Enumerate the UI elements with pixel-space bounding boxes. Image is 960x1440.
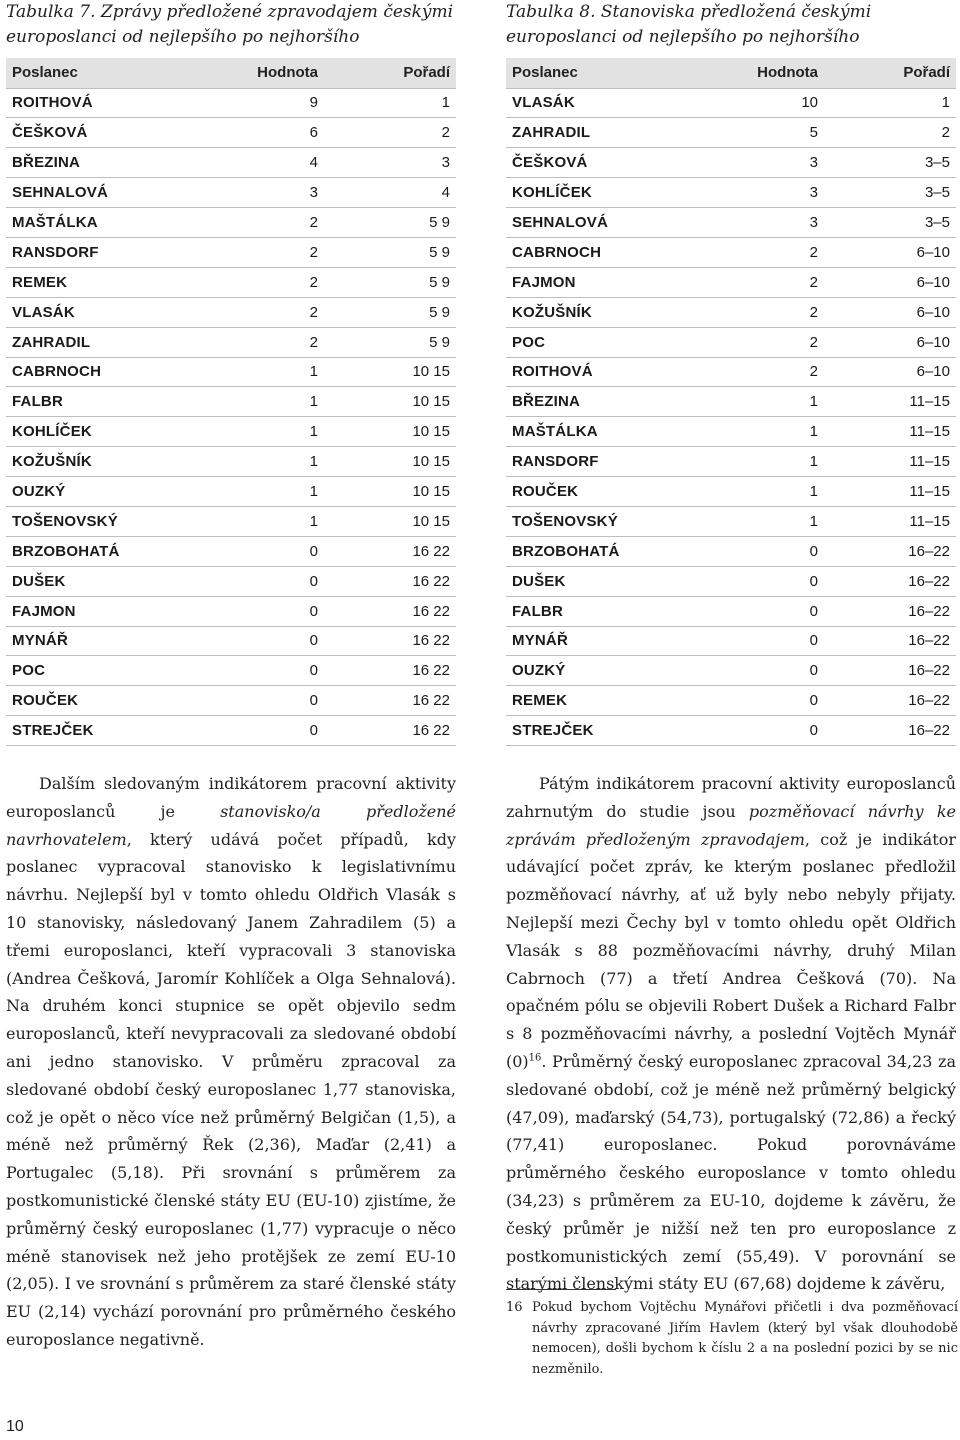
cell-hodnota: 1 [809, 423, 818, 441]
cell-poslanec: FALBR [512, 602, 563, 620]
cell-poradi: 1 [441, 94, 450, 112]
cell-hodnota: 2 [309, 273, 318, 291]
header-poradi: Pořadí [403, 64, 450, 82]
cell-hodnota: 0 [809, 662, 818, 680]
cell-hodnota: 1 [809, 453, 818, 471]
cell-hodnota: 0 [309, 572, 318, 590]
cell-poradi: 10 15 [412, 423, 450, 441]
cell-poradi: 6–10 [916, 273, 950, 291]
cell-poslanec: DUŠEK [12, 572, 66, 590]
cell-hodnota: 1 [809, 393, 818, 411]
table7 [6, 58, 456, 746]
left-paragraph-text-a: Dalším sledovaným indikátorem pracovní aktivity europoslanců je [6, 774, 456, 821]
cell-poradi: 16 22 [412, 542, 450, 560]
cell-poslanec: KOHLÍČEK [512, 184, 592, 202]
cell-poradi: 16–22 [908, 602, 950, 620]
cell-hodnota: 2 [809, 273, 818, 291]
table-row [506, 506, 956, 536]
left-paragraph [6, 770, 456, 1354]
cell-poslanec: BRZOBOHATÁ [512, 542, 620, 560]
cell-poradi: 10 15 [412, 512, 450, 530]
cell-hodnota: 2 [309, 303, 318, 321]
cell-hodnota: 1 [309, 483, 318, 501]
cell-hodnota: 2 [809, 333, 818, 351]
table-row [506, 417, 956, 447]
header-hodnota: Hodnota [757, 64, 818, 82]
cell-poslanec: ROITHOVÁ [12, 94, 93, 112]
cell-poradi: 16–22 [908, 692, 950, 710]
table-row [506, 656, 956, 686]
cell-poradi: 11–15 [909, 453, 950, 471]
cell-poradi: 3 [441, 154, 450, 172]
table-row [506, 178, 956, 208]
table-row [6, 716, 456, 746]
cell-poslanec: BRZOBOHATÁ [12, 542, 120, 560]
cell-poslanec: OUZKÝ [512, 662, 566, 680]
cell-poslanec: VLASÁK [12, 303, 75, 321]
table-row [506, 357, 956, 387]
cell-poslanec: MAŠTÁLKA [512, 423, 598, 441]
cell-hodnota: 9 [309, 94, 318, 112]
cell-poslanec: RANSDORF [12, 243, 99, 261]
cell-poradi: 11–15 [909, 423, 950, 441]
footnote [506, 1298, 958, 1380]
table-row [6, 118, 456, 148]
cell-poradi: 16–22 [908, 542, 950, 560]
cell-hodnota: 3 [809, 214, 818, 231]
cell-poradi: 16–22 [908, 662, 950, 680]
cell-hodnota: 2 [809, 363, 818, 381]
cell-poslanec: SEHNALOVÁ [512, 214, 608, 231]
cell-poradi: 6–10 [916, 303, 950, 321]
cell-poslanec: ROITHOVÁ [512, 363, 593, 381]
cell-hodnota: 0 [309, 602, 318, 620]
cell-poslanec: POC [12, 662, 46, 680]
cell-poradi: 2 [441, 124, 450, 142]
table-row [506, 267, 956, 297]
cell-hodnota: 2 [309, 333, 318, 351]
table-header-row [6, 58, 456, 88]
cell-hodnota: 2 [309, 214, 318, 231]
table8 [506, 58, 956, 746]
table-row [6, 208, 456, 238]
cell-poradi: 16 22 [412, 722, 450, 740]
table-row [506, 297, 956, 327]
table-row [506, 118, 956, 148]
table-row [6, 88, 456, 118]
cell-poradi: 3–5 [924, 214, 950, 231]
table8-block [506, 0, 956, 746]
page-number: 10 [6, 1418, 24, 1435]
table-row [506, 477, 956, 507]
table-row [6, 656, 456, 686]
cell-poradi: 16–22 [908, 632, 950, 650]
cell-poslanec: STREJČEK [512, 722, 594, 740]
cell-poslanec: RANSDORF [512, 453, 599, 471]
cell-poslanec: REMEK [12, 273, 68, 291]
cell-poradi: 6–10 [916, 243, 950, 261]
table-row [506, 596, 956, 626]
cell-poradi: 16 22 [412, 602, 450, 620]
cell-poradi: 2 [941, 124, 950, 142]
cell-poslanec: CABRNOCH [12, 363, 102, 381]
cell-poradi: 16–22 [908, 722, 950, 740]
table-row [6, 477, 456, 507]
table-row [6, 447, 456, 477]
table-row [506, 208, 956, 238]
cell-hodnota: 1 [309, 363, 318, 381]
cell-poslanec: FALBR [12, 393, 63, 411]
table7-caption: Tabulka 7. Zprávy předložené zpravodajem českými europoslanci od nejlepšího po nejhoršího [6, 2, 454, 47]
cell-hodnota: 0 [809, 632, 818, 650]
cell-poslanec: ROUČEK [12, 692, 79, 710]
table-row [6, 148, 456, 178]
table-row [506, 237, 956, 267]
cell-hodnota: 1 [309, 393, 318, 411]
cell-hodnota: 0 [809, 692, 818, 710]
table-row [506, 148, 956, 178]
cell-poradi: 16 22 [412, 632, 450, 650]
cell-poslanec: DUŠEK [512, 572, 566, 590]
cell-poradi: 10 15 [412, 393, 450, 411]
cell-poslanec: STREJČEK [12, 722, 94, 740]
cell-hodnota: 1 [809, 483, 818, 501]
cell-hodnota: 3 [809, 184, 818, 202]
cell-hodnota: 0 [809, 542, 818, 560]
table-row [6, 178, 456, 208]
right-paragraph-emphasis: pozměňovací návrhy ke zprávám předloženým zpravodajem [506, 801, 956, 849]
table-row [6, 566, 456, 596]
cell-poradi: 3–5 [924, 154, 950, 172]
cell-poradi: 10 15 [412, 483, 450, 501]
cell-poradi: 1 [941, 94, 950, 112]
footnote-divider [506, 1289, 616, 1290]
cell-poslanec: KOŽUŠNÍK [512, 303, 592, 321]
cell-poradi: 3–5 [924, 184, 950, 202]
table-row [6, 417, 456, 447]
table7-block [6, 0, 456, 746]
cell-hodnota: 0 [809, 572, 818, 590]
header-poslanec: Poslanec [12, 64, 78, 82]
table-row [506, 327, 956, 357]
cell-poslanec: ČEŠKOVÁ [512, 154, 588, 172]
table-row [6, 506, 456, 536]
cell-hodnota: 1 [309, 512, 318, 530]
left-paragraph-emphasis: stanovisko/a předložené navrhovatelem [6, 801, 457, 849]
footnote-text: Pokud bychom Vojtěchu Mynářovi přičetli i dva pozměňovací návrhy zpracované Jiřím Havlem (který byl však dlouhodobě nemocen), došli bychom k číslu 2 a na poslední pozici by se nic nezměnilo. [532, 1300, 958, 1377]
cell-poslanec: TOŠENOVSKÝ [12, 512, 118, 530]
right-paragraph-text-a: Pátým indikátorem pracovní aktivity europoslanců zahrnutým do studie jsou [506, 774, 956, 821]
table8-body [506, 88, 956, 746]
table-row [506, 536, 956, 566]
cell-poslanec: BŘEZINA [512, 393, 581, 411]
cell-hodnota: 0 [809, 722, 818, 740]
cell-hodnota: 0 [309, 542, 318, 560]
cell-poradi: 10 15 [412, 453, 450, 471]
cell-poradi: 6–10 [916, 363, 950, 381]
right-paragraph [506, 770, 956, 1298]
cell-poradi: 11–15 [909, 393, 950, 411]
cell-poslanec: KOŽUŠNÍK [12, 453, 92, 471]
cell-hodnota: 2 [309, 243, 318, 261]
table-row [6, 327, 456, 357]
table-row [506, 686, 956, 716]
table-row [6, 626, 456, 656]
cell-poslanec: OUZKÝ [12, 483, 66, 501]
cell-poslanec: KOHLÍČEK [12, 423, 92, 441]
cell-poradi: 5 9 [429, 303, 450, 321]
table-row [6, 387, 456, 417]
table-row [6, 297, 456, 327]
cell-hodnota: 4 [309, 154, 318, 172]
table-row [6, 267, 456, 297]
cell-poslanec: MYNÁŘ [512, 632, 568, 650]
cell-hodnota: 0 [309, 632, 318, 650]
table-row [6, 237, 456, 267]
table-row [506, 716, 956, 746]
cell-hodnota: 3 [309, 184, 318, 202]
right-paragraph-text-b: , což je indikátor udávající počet zpráv, ke kterým poslanec předložil pozměňovací návrhy, ať už byly nebo nebyly přijaty. Nejlepší mezi Čechy byl v tomto ohledu opět Oldřich Vlasák s 88 pozměňovacími návrhy, druhý Milan Cabrnoch (77) a třetí Andrea Češková (70). Na opačném pólu se objevili Robert Dušek a Richard Falbr s 8 pozměňovacími návrhy, a poslední Vojtěch Mynář (0) [506, 829, 956, 1071]
cell-poslanec: BŘEZINA [12, 154, 81, 172]
table-row [6, 357, 456, 387]
cell-poslanec: ČEŠKOVÁ [12, 124, 88, 142]
cell-poslanec: CABRNOCH [512, 243, 602, 261]
table-row [506, 447, 956, 477]
cell-poradi: 4 [441, 184, 450, 202]
cell-poradi: 5 9 [429, 333, 450, 351]
cell-poradi: 5 9 [429, 273, 450, 291]
cell-poradi: 16 22 [412, 692, 450, 710]
cell-poradi: 11–15 [909, 483, 950, 501]
cell-hodnota: 0 [309, 662, 318, 680]
cell-hodnota: 5 [809, 124, 818, 142]
cell-hodnota: 2 [809, 243, 818, 261]
cell-hodnota: 1 [309, 423, 318, 441]
footnote-number: 16 [506, 1300, 523, 1315]
cell-poslanec: REMEK [512, 692, 568, 710]
table-row [6, 536, 456, 566]
cell-poslanec: MYNÁŘ [12, 632, 68, 650]
table-row [506, 88, 956, 118]
cell-poslanec: MAŠTÁLKA [12, 214, 98, 231]
cell-hodnota: 0 [309, 722, 318, 740]
right-paragraph-text-c: . Průměrný český europoslanec zpracoval 34,23 za sledované období, což je méně než průměrný belgický (47,09), maďarský (54,73), portugalský (72,86) a řecký (77,41) europoslanec. Pokud porovnáváme průměrného českého europoslance v tomto ohledu (34,23) s průměrem za EU-10, dojdeme k závěru, že český průměr je nižší než ten pro europoslance z postkomunistických zemí (55,49). V porovnání se starými členskými státy EU (67,68) dojdeme k závěru, [506, 1051, 956, 1294]
footnote-reference: 16 [528, 1052, 542, 1064]
left-paragraph-text-b: , který udává počet případů, kdy poslanec vypracoval stanovisko k legislativnímu návrhu. Nejlepší byl v tomto ohledu Oldřich Vlasák s 10 stanovisky, následovaný Janem Zahradilem (5) a třemi europoslanci, kteří vypracovali 3 stanoviska (Andrea Češková, Jaromír Kohlíček a Olga Sehnalová). Na druhém konci stupnice se opět objevilo sedm europoslanců, kteří nevypracovali za sledované období ani jedno stanovisko. V průměru zpracoval za sledované období český europoslanec 1,77 stanoviska, což je opět o něco více než průměrný Belgičan (1,5), a méně než průměrný Řek (2,36), Maďar (2,41) a Portugalec (5,18). Při srovnání s průměrem za postkomunistické členské státy EU (EU-10) zjistíme, že průměrný český europoslanec (1,77) vypracuje o něco méně stanovisek než jeho protějšek ze zemí EU-10 (2,05). I ve srovnání s průměrem za staré členské státy EU (2,14) vychází porovnání pro průměrného českého europoslance negativně. [6, 829, 456, 1349]
cell-hodnota: 6 [309, 124, 318, 142]
cell-poradi: 16–22 [908, 572, 950, 590]
table-row [6, 686, 456, 716]
header-poradi: Pořadí [903, 64, 950, 82]
cell-hodnota: 10 [801, 94, 818, 112]
cell-poradi: 16 22 [412, 572, 450, 590]
cell-hodnota: 2 [809, 303, 818, 321]
cell-poradi: 6–10 [916, 333, 950, 351]
cell-poslanec: FAJMON [512, 273, 576, 291]
cell-poslanec: SEHNALOVÁ [12, 184, 108, 202]
cell-poslanec: VLASÁK [512, 94, 575, 112]
cell-poslanec: ROUČEK [512, 483, 579, 501]
cell-hodnota: 1 [309, 453, 318, 471]
cell-hodnota: 1 [809, 512, 818, 530]
cell-poradi: 10 15 [412, 363, 450, 381]
table-row [506, 566, 956, 596]
table-header-row [506, 58, 956, 88]
cell-poslanec: TOŠENOVSKÝ [512, 512, 618, 530]
cell-poslanec: FAJMON [12, 602, 76, 620]
table8-caption: Tabulka 8. Stanoviska předložená českými europoslanci od nejlepšího po nejhoršího [506, 2, 872, 47]
cell-poslanec: ZAHRADIL [12, 333, 91, 351]
table-row [506, 387, 956, 417]
cell-hodnota: 3 [809, 154, 818, 172]
cell-poradi: 5 9 [429, 214, 450, 231]
cell-poradi: 16 22 [412, 662, 450, 680]
table7-body [6, 88, 456, 746]
cell-poslanec: ZAHRADIL [512, 124, 591, 142]
cell-hodnota: 0 [309, 692, 318, 710]
cell-poslanec: POC [512, 333, 546, 351]
header-hodnota: Hodnota [257, 64, 318, 82]
cell-poradi: 5 9 [429, 243, 450, 261]
table-row [506, 626, 956, 656]
cell-poradi: 11–15 [909, 512, 950, 530]
header-poslanec: Poslanec [512, 64, 578, 82]
cell-hodnota: 0 [809, 602, 818, 620]
table-row [6, 596, 456, 626]
